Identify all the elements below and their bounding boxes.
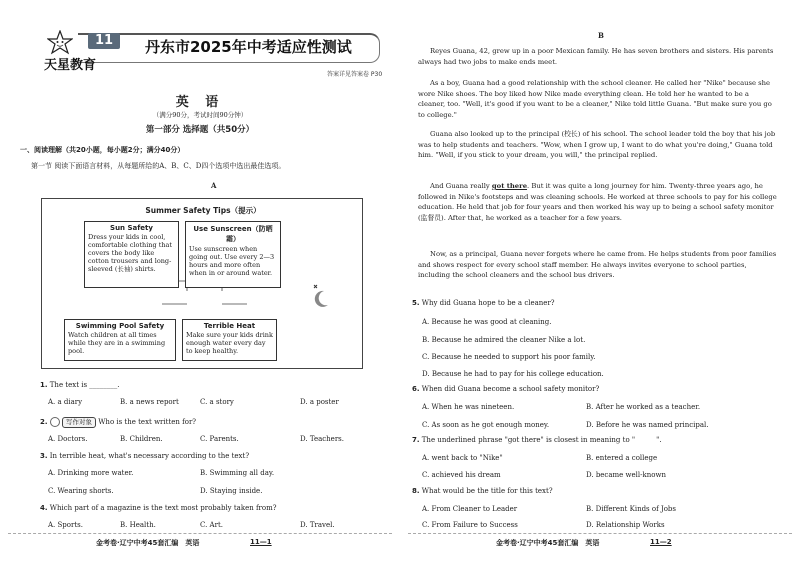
page-number: 11—1 bbox=[250, 538, 272, 546]
poster-title: Summer Safety Tips（提示） bbox=[145, 206, 261, 215]
paragraph-4-text: And Guana really got there. But it was quite a long journey for him. Twenty-three years ago, he followed in Nike's footsteps and was cleaning schools. He worked at three schools to pay for his college education. He held that job for four years and then worked his way up to being a school safety monitor (监督员). After that, he worked as a teacher for a few years. bbox=[418, 182, 777, 222]
option[interactable]: B. Health. bbox=[120, 521, 156, 529]
answer-reference: 答案详见答案卷 P30 bbox=[327, 71, 383, 78]
question-8: 8. What would be the title for this text? bbox=[412, 487, 553, 495]
tip-body: Use sunscreen when going out. Use every 2—3 hours and more often when in or around water. bbox=[189, 245, 275, 277]
option[interactable]: A. Sports. bbox=[48, 521, 83, 529]
option[interactable]: A. Because he was good at cleaning. bbox=[422, 318, 552, 326]
option[interactable]: D. Travel. bbox=[300, 521, 335, 529]
tip-body: Make sure your kids drink enough water every day to keep healthy. bbox=[186, 331, 273, 355]
paragraph-4 bbox=[418, 181, 778, 223]
option[interactable]: B. After he worked as a teacher. bbox=[586, 403, 701, 411]
option[interactable]: C. achieved his dream bbox=[422, 471, 501, 479]
footer-divider bbox=[408, 533, 792, 534]
paragraph-3: Guana also looked up to the principal (校长) of his school. The school leader told the boy that his job was to help students and teachers. "Wow, when I grow up, I want to do what you're doing," Guana told him. "Well, if you stick to your dream, you will," the principal replied. bbox=[418, 130, 776, 159]
question-2: 2. 写作对象 Who is the text written for? bbox=[40, 418, 197, 426]
option[interactable]: C. As soon as he got enough money. bbox=[422, 421, 550, 429]
option[interactable]: A. Doctors. bbox=[48, 435, 88, 443]
tip-title: Swimming Pool Safety bbox=[75, 322, 165, 330]
section-heading: 一、阅读理解（共20小题，每小题2分；满分40分） bbox=[20, 146, 185, 154]
question-1: 1. The text is ________. bbox=[40, 381, 120, 389]
option[interactable]: B. Swimming all day. bbox=[200, 469, 275, 477]
option[interactable]: A. a diary bbox=[48, 398, 83, 406]
option[interactable]: D. became well-known bbox=[586, 471, 666, 479]
exam-title: 丹东市2025年中考适应性测试 bbox=[145, 38, 352, 56]
tip-title: Terrible Heat bbox=[203, 322, 256, 330]
part-heading: 第一部分 选择题（共50分） bbox=[145, 125, 255, 135]
tip-card-swimming-pool-safety bbox=[64, 319, 176, 361]
option[interactable]: C. a story bbox=[200, 398, 234, 406]
option[interactable]: B. Children. bbox=[120, 435, 163, 443]
option[interactable]: A. Drinking more water. bbox=[48, 469, 134, 477]
option[interactable]: A. From Cleaner to Leader bbox=[422, 505, 518, 513]
footer-text: 金考卷·辽宁中考45套汇编 英语 bbox=[96, 539, 200, 547]
option[interactable]: B. Because he admired the cleaner Nike a lot. bbox=[422, 336, 586, 344]
option[interactable]: C. Parents. bbox=[200, 435, 239, 443]
checkmark-circle-icon bbox=[50, 417, 60, 427]
tip-body: Watch children at all times while they are in a swimming pool. bbox=[68, 331, 166, 355]
question-4: 4. Which part of a magazine is the text most probably taken from? bbox=[40, 504, 277, 512]
tip-card-terrible-heat bbox=[182, 319, 277, 361]
option[interactable]: B. Different Kinds of Jobs bbox=[586, 505, 676, 513]
passage-label-a: A bbox=[211, 181, 217, 190]
tip-card-use-sunscreen bbox=[185, 221, 281, 288]
star-logo-icon bbox=[47, 30, 73, 56]
tip-title: Use Sunscreen（防晒霜） bbox=[193, 225, 273, 243]
question-3: 3. In terrible heat, what's necessary according to the text? bbox=[40, 452, 250, 460]
option[interactable]: D. Before he was named principal. bbox=[586, 421, 709, 429]
safety-tips-poster bbox=[41, 198, 363, 369]
question-7: 7. The underlined phrase "got there" is closest in meaning to " ". bbox=[412, 436, 662, 444]
option[interactable]: C. From Failure to Success bbox=[422, 521, 518, 529]
tip-body: Dress your kids in cool, comfortable clothing that covers the body like cotton trousers and long-sleeved (长袖) shirts. bbox=[88, 233, 172, 273]
question-5: 5. Why did Guana hope to be a cleaner? bbox=[412, 299, 555, 307]
paragraph-2: As a boy, Guana had a good relationship with the school cleaner. He called her "Nike" because she wore Nike shoes. The boy liked how Nike made everything clean. He told her he wanted to be a cleaner, too. "Well, it's good if you want to be a cleaner," Nike told little Guana. "But make sure you go to college." bbox=[418, 79, 772, 119]
page-number: 11—2 bbox=[650, 538, 672, 546]
option[interactable]: D. Because he had to pay for his college education. bbox=[422, 370, 604, 378]
option[interactable]: B. entered a college bbox=[586, 454, 658, 462]
option[interactable]: B. a news report bbox=[120, 398, 179, 406]
question-6: 6. When did Guana become a school safety monitor? bbox=[412, 385, 600, 393]
paragraph-1: Reyes Guana, 42, grew up in a poor Mexican family. He has seven brothers and sisters. His parents always had two jobs to make ends meet. bbox=[418, 47, 774, 66]
moon-icon bbox=[310, 281, 332, 311]
subject-title: 英 语 bbox=[175, 95, 225, 110]
exam-info: （满分90分，考试时间90分钟） bbox=[152, 111, 248, 119]
option[interactable]: D. Staying inside. bbox=[200, 487, 263, 495]
option[interactable]: C. Because he needed to support his poor family. bbox=[422, 353, 596, 361]
brand-name: 天星教育 bbox=[44, 58, 97, 73]
passage-label-b: B bbox=[598, 31, 604, 40]
paper-number-badge: 11 bbox=[88, 33, 120, 49]
option[interactable]: A. went back to "Nike" bbox=[422, 454, 503, 462]
option[interactable]: A. When he was nineteen. bbox=[422, 403, 515, 411]
hint-tag: 写作对象 bbox=[62, 417, 96, 428]
option[interactable]: D. a poster bbox=[300, 398, 339, 406]
footer-divider bbox=[8, 533, 392, 534]
paragraph-5: Now, as a principal, Guana never forgets where he came from. He helps students from poor families and shows respect for every school staff member. He always invites everyone to school parties, including the school cleaners and the school bus drivers. bbox=[418, 250, 777, 279]
tip-title: Sun Safety bbox=[110, 224, 153, 232]
option[interactable]: D. Relationship Works bbox=[586, 521, 665, 529]
option[interactable]: C. Art. bbox=[200, 521, 223, 529]
instruction: 第一节 阅读下面语言材料，从每题所给的A、B、C、D四个选项中选出最佳选项。 bbox=[31, 162, 286, 170]
tip-card-sun-safety bbox=[84, 221, 179, 288]
underlined-phrase: got there bbox=[491, 182, 528, 190]
footer-text: 金考卷·辽宁中考45套汇编 英语 bbox=[496, 539, 600, 547]
option[interactable]: C. Wearing shorts. bbox=[48, 487, 114, 495]
option[interactable]: D. Teachers. bbox=[300, 435, 344, 443]
